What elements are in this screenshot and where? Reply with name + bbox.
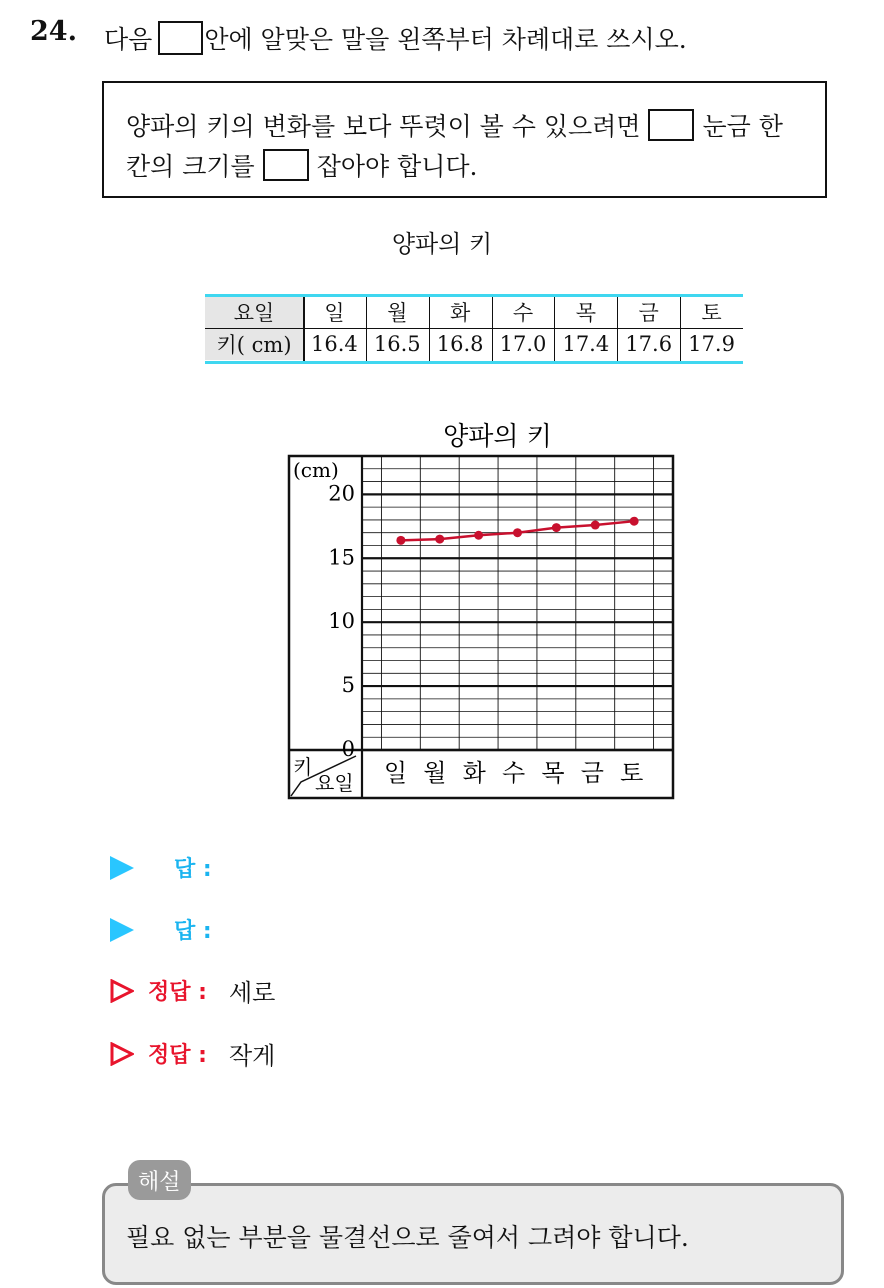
chart-ytick-label: 5 [341,673,355,698]
answer-blank-1 [648,109,694,141]
correct-answer-label: 정답 : [148,980,207,1005]
answer-line-2 [110,914,212,945]
chart-xtick-label: 일 [383,759,408,787]
answer-label: 답 : [174,919,212,944]
table-value-cell: 16.4 [311,332,358,356]
chart-corner-y-label: 키 [293,755,313,779]
table-value-cell: 17.4 [562,332,610,356]
chart-xtick-label: 월 [423,759,447,787]
chart-xtick-label: 금 [580,759,604,787]
problem-line-2-after: 잡아야 합니다. [316,152,478,181]
question-blank-box [158,21,203,55]
chart-title: 양파의 키 [443,422,552,452]
problem-line-2 [126,147,478,183]
chart-xtick-label: 수 [501,759,526,787]
answer-marker-icon [110,856,134,880]
problem-line-2-before: 칸의 크기를 [126,152,255,181]
question-suffix: 안에 알맞은 말을 왼쪽부터 차례대로 쓰시오. [204,25,687,54]
table-value-cell: 16.5 [373,332,421,356]
chart-corner-x-label: 요일 [315,771,354,795]
question-text [104,20,687,56]
chart-ylabel: (cm) [293,458,339,482]
problem-line-1-after: 눈금 한 [702,112,783,141]
table-value-cell: 17.0 [499,332,547,356]
table-day-cell: 일 [324,301,345,325]
chart-data-point [630,517,639,526]
answer-label: 답 : [174,857,212,882]
chart-xtick-label: 목 [541,759,565,787]
table-value-cell: 17.6 [625,332,673,356]
table-day-cell: 목 [575,301,596,325]
chart-data-point [474,531,483,540]
chart-data-point [552,523,561,532]
explanation-text: 필요 없는 부분을 물결선으로 줄여서 그려야 합니다. [126,1223,689,1252]
table-value-cell: 17.9 [688,332,735,356]
correct-answer-value: 세로 [228,979,276,1007]
table-title: 양파의 키 [391,230,493,258]
chart-data-point [591,521,600,530]
data-table [205,294,743,364]
table-row-label: 키( cm) [216,333,292,357]
correct-answer-value: 작게 [228,1042,276,1070]
answer-line-1 [110,852,212,883]
question-prefix: 다음 [104,25,153,54]
table-value-cell: 16.8 [436,332,484,356]
table-day-cell: 금 [638,301,659,325]
problem-line-1 [126,107,783,143]
chart-xtick-label: 토 [620,759,644,787]
table-day-cell: 수 [512,301,534,325]
line-chart [287,414,677,804]
chart-ytick-label: 20 [328,481,355,506]
problem-box [102,81,827,198]
chart-ytick-label: 10 [328,609,355,634]
correct-answer-label: 정답 : [148,1043,207,1068]
answer-blank-2 [263,149,309,181]
chart-data-point [396,536,405,545]
chart-xtick-label: 화 [462,759,486,787]
correct-marker-icon [110,1042,134,1066]
question-number: 24. [30,16,77,47]
chart-ytick-label: 15 [328,545,355,570]
correct-answer-line-1 [110,973,275,1008]
answer-marker-icon [110,918,134,942]
correct-answer-line-2 [110,1036,275,1071]
chart-ytick-label: 0 [341,737,355,761]
problem-line-1-before: 양파의 키의 변화를 보다 뚜렷이 볼 수 있으려면 [126,112,641,141]
chart-data-point [435,535,444,544]
explanation-tag: 해설 [128,1160,191,1200]
correct-marker-icon [110,979,134,1003]
table-day-cell: 월 [387,301,408,325]
table-day-cell: 화 [449,301,471,325]
table-day-cell: 토 [701,301,722,325]
table-rule [205,361,743,364]
chart-data-point [513,528,522,537]
table-header-label: 요일 [233,301,275,325]
